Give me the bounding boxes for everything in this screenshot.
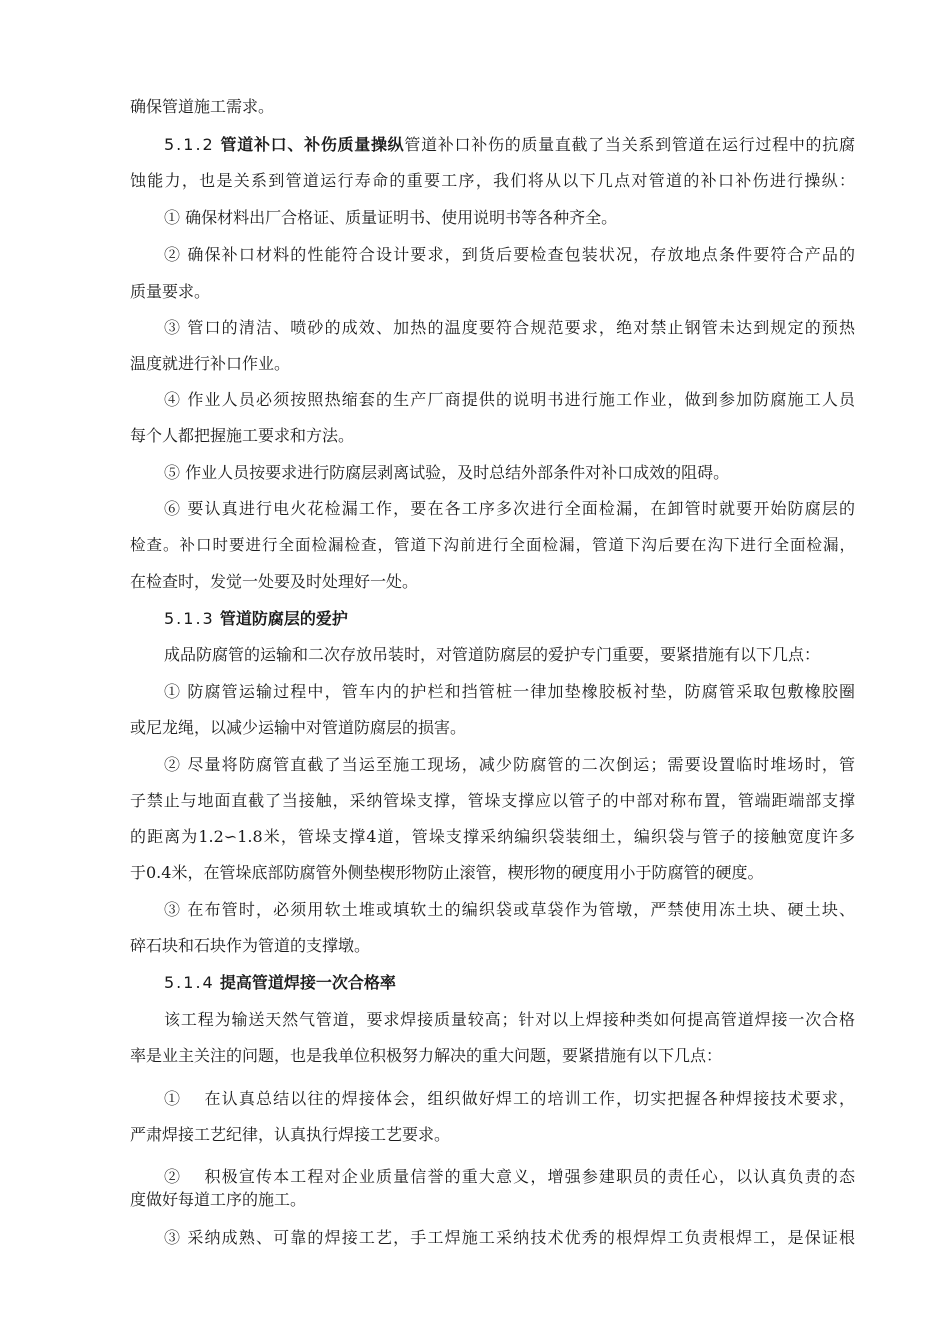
section-5-1-3-heading bbox=[164, 608, 855, 630]
list-item: ① 在认真总结以往的焊接体会，组织做好焊工的培训工作，切实把握各种焊接技术要求， bbox=[164, 1089, 855, 1108]
section-5-1-4-heading bbox=[164, 972, 855, 994]
paragraph-line: 每个人都把握施工要求和方法。 bbox=[130, 426, 355, 445]
list-item: ① 防腐管运输过程中，管车内的护栏和挡管桩一律加垫橡胶板衬垫，防腐管采取包敷橡胶圈 bbox=[164, 682, 855, 701]
paragraph-line: 严肃焊接工艺纪律，认真执行焊接工艺要求。 bbox=[130, 1125, 451, 1144]
section-5-1-2-line bbox=[164, 134, 855, 156]
list-item: ⑤ 作业人员按要求进行防腐层剥离试验，及时总结外部条件对补口成效的阻碍。 bbox=[164, 463, 730, 482]
list-item: ④ 作业人员必须按照热缩套的生产厂商提供的说明书进行施工作业，做到参加防腐施工人员 bbox=[164, 390, 855, 409]
paragraph-line: 子禁止与地面直截了当接触，采纳管垛支撑，管垛支撑应以管子的中部对称布置，管端距端部支撑 bbox=[130, 791, 855, 810]
list-item: ⑥ 要认真进行电火花检漏工作，要在各工序多次进行全面检漏，在卸管时就要开始防腐层的 bbox=[164, 499, 855, 518]
paragraph-line: 该工程为输送天然气管道，要求焊接质量较高；针对以上焊接种类如何提高管道焊接一次合格 bbox=[164, 1010, 855, 1029]
list-item: ① 确保材料出厂合格证、质量证明书、使用说明书等各种齐全。 bbox=[164, 208, 618, 227]
paragraph-line: 率是业主关注的问题，也是我单位积极努力解决的重大问题，要紧措施有以下几点： bbox=[130, 1046, 723, 1065]
section-number: 5.1.4 bbox=[164, 973, 215, 992]
paragraph-line: 质量要求。 bbox=[130, 282, 211, 301]
section-heading: 管道防腐层的爱护 bbox=[219, 609, 348, 628]
paragraph-line: 确保管道施工需求。 bbox=[130, 97, 275, 116]
paragraph-line: 碎石块和石块作为管道的支撑墩。 bbox=[130, 936, 371, 955]
list-item: ③ 采纳成熟、可靠的焊接工艺，手工焊施工采纳技术优秀的根焊焊工负责根焊工，是保证根 bbox=[164, 1228, 855, 1247]
paragraph-line: 在检查时，发觉一处要及时处理好一处。 bbox=[130, 572, 419, 591]
section-number: 5.1.3 bbox=[164, 609, 215, 628]
paragraph-text: 管道补口补伤的质量直截了当关系到管道在运行过程中的抗腐 bbox=[404, 135, 855, 154]
paragraph-line: 温度就进行补口作业。 bbox=[130, 354, 291, 373]
paragraph-line: 成品防腐管的运输和二次存放吊装时，对管道防腐层的爱护专门重要，要紧措施有以下几点： bbox=[164, 645, 821, 664]
section-heading: 提高管道焊接一次合格率 bbox=[219, 973, 396, 992]
list-item: ② 积极宣传本工程对企业质量信誉的重大意义，增强参建职员的责任心，以认真负责的态 bbox=[164, 1167, 855, 1186]
list-item: ③ 在布管时，必须用软土堆或填软土的编织袋或草袋作为管墩，严禁使用冻土块、硬土块、 bbox=[164, 900, 855, 919]
paragraph-line: 检查。补口时要进行全面检漏检查，管道下沟前进行全面检漏，管道下沟后要在沟下进行全面检漏， bbox=[130, 536, 855, 554]
list-item: ② 尽量将防腐管直截了当运至施工现场，减少防腐管的二次倒运；需要设置临时堆场时，管 bbox=[164, 755, 855, 774]
paragraph-line: 于0.4米，在管垛底部防腐管外侧垫楔形物防止滚管，楔形物的硬度用小于防腐管的硬度。 bbox=[130, 863, 764, 882]
paragraph-line: 或尼龙绳，以减少运输中对管道防腐层的损害。 bbox=[130, 718, 467, 737]
paragraph-line: 蚀能力，也是关系到管道运行寿命的重要工序，我们将从以下几点对管道的补口补伤进行操纵： bbox=[130, 171, 855, 190]
section-number: 5.1.2 bbox=[164, 135, 215, 154]
paragraph-line: 度做好每道工序的施工。 bbox=[130, 1190, 307, 1209]
list-item: ② 确保补口材料的性能符合设计要求，到货后要检查包装状况，存放地点条件要符合产品的 bbox=[164, 245, 855, 264]
list-item: ③ 管口的清洁、喷砂的成效、加热的温度要符合规范要求，绝对禁止钢管未达到规定的预热 bbox=[164, 318, 855, 337]
section-heading: 管道补口、补伤质量操纵 bbox=[220, 135, 405, 154]
paragraph-line: 的距离为1.2∽1.8米，管垛支撑4道，管垛支撑采纳编织袋装细土，编织袋与管子的接触宽度许多 bbox=[130, 827, 855, 846]
